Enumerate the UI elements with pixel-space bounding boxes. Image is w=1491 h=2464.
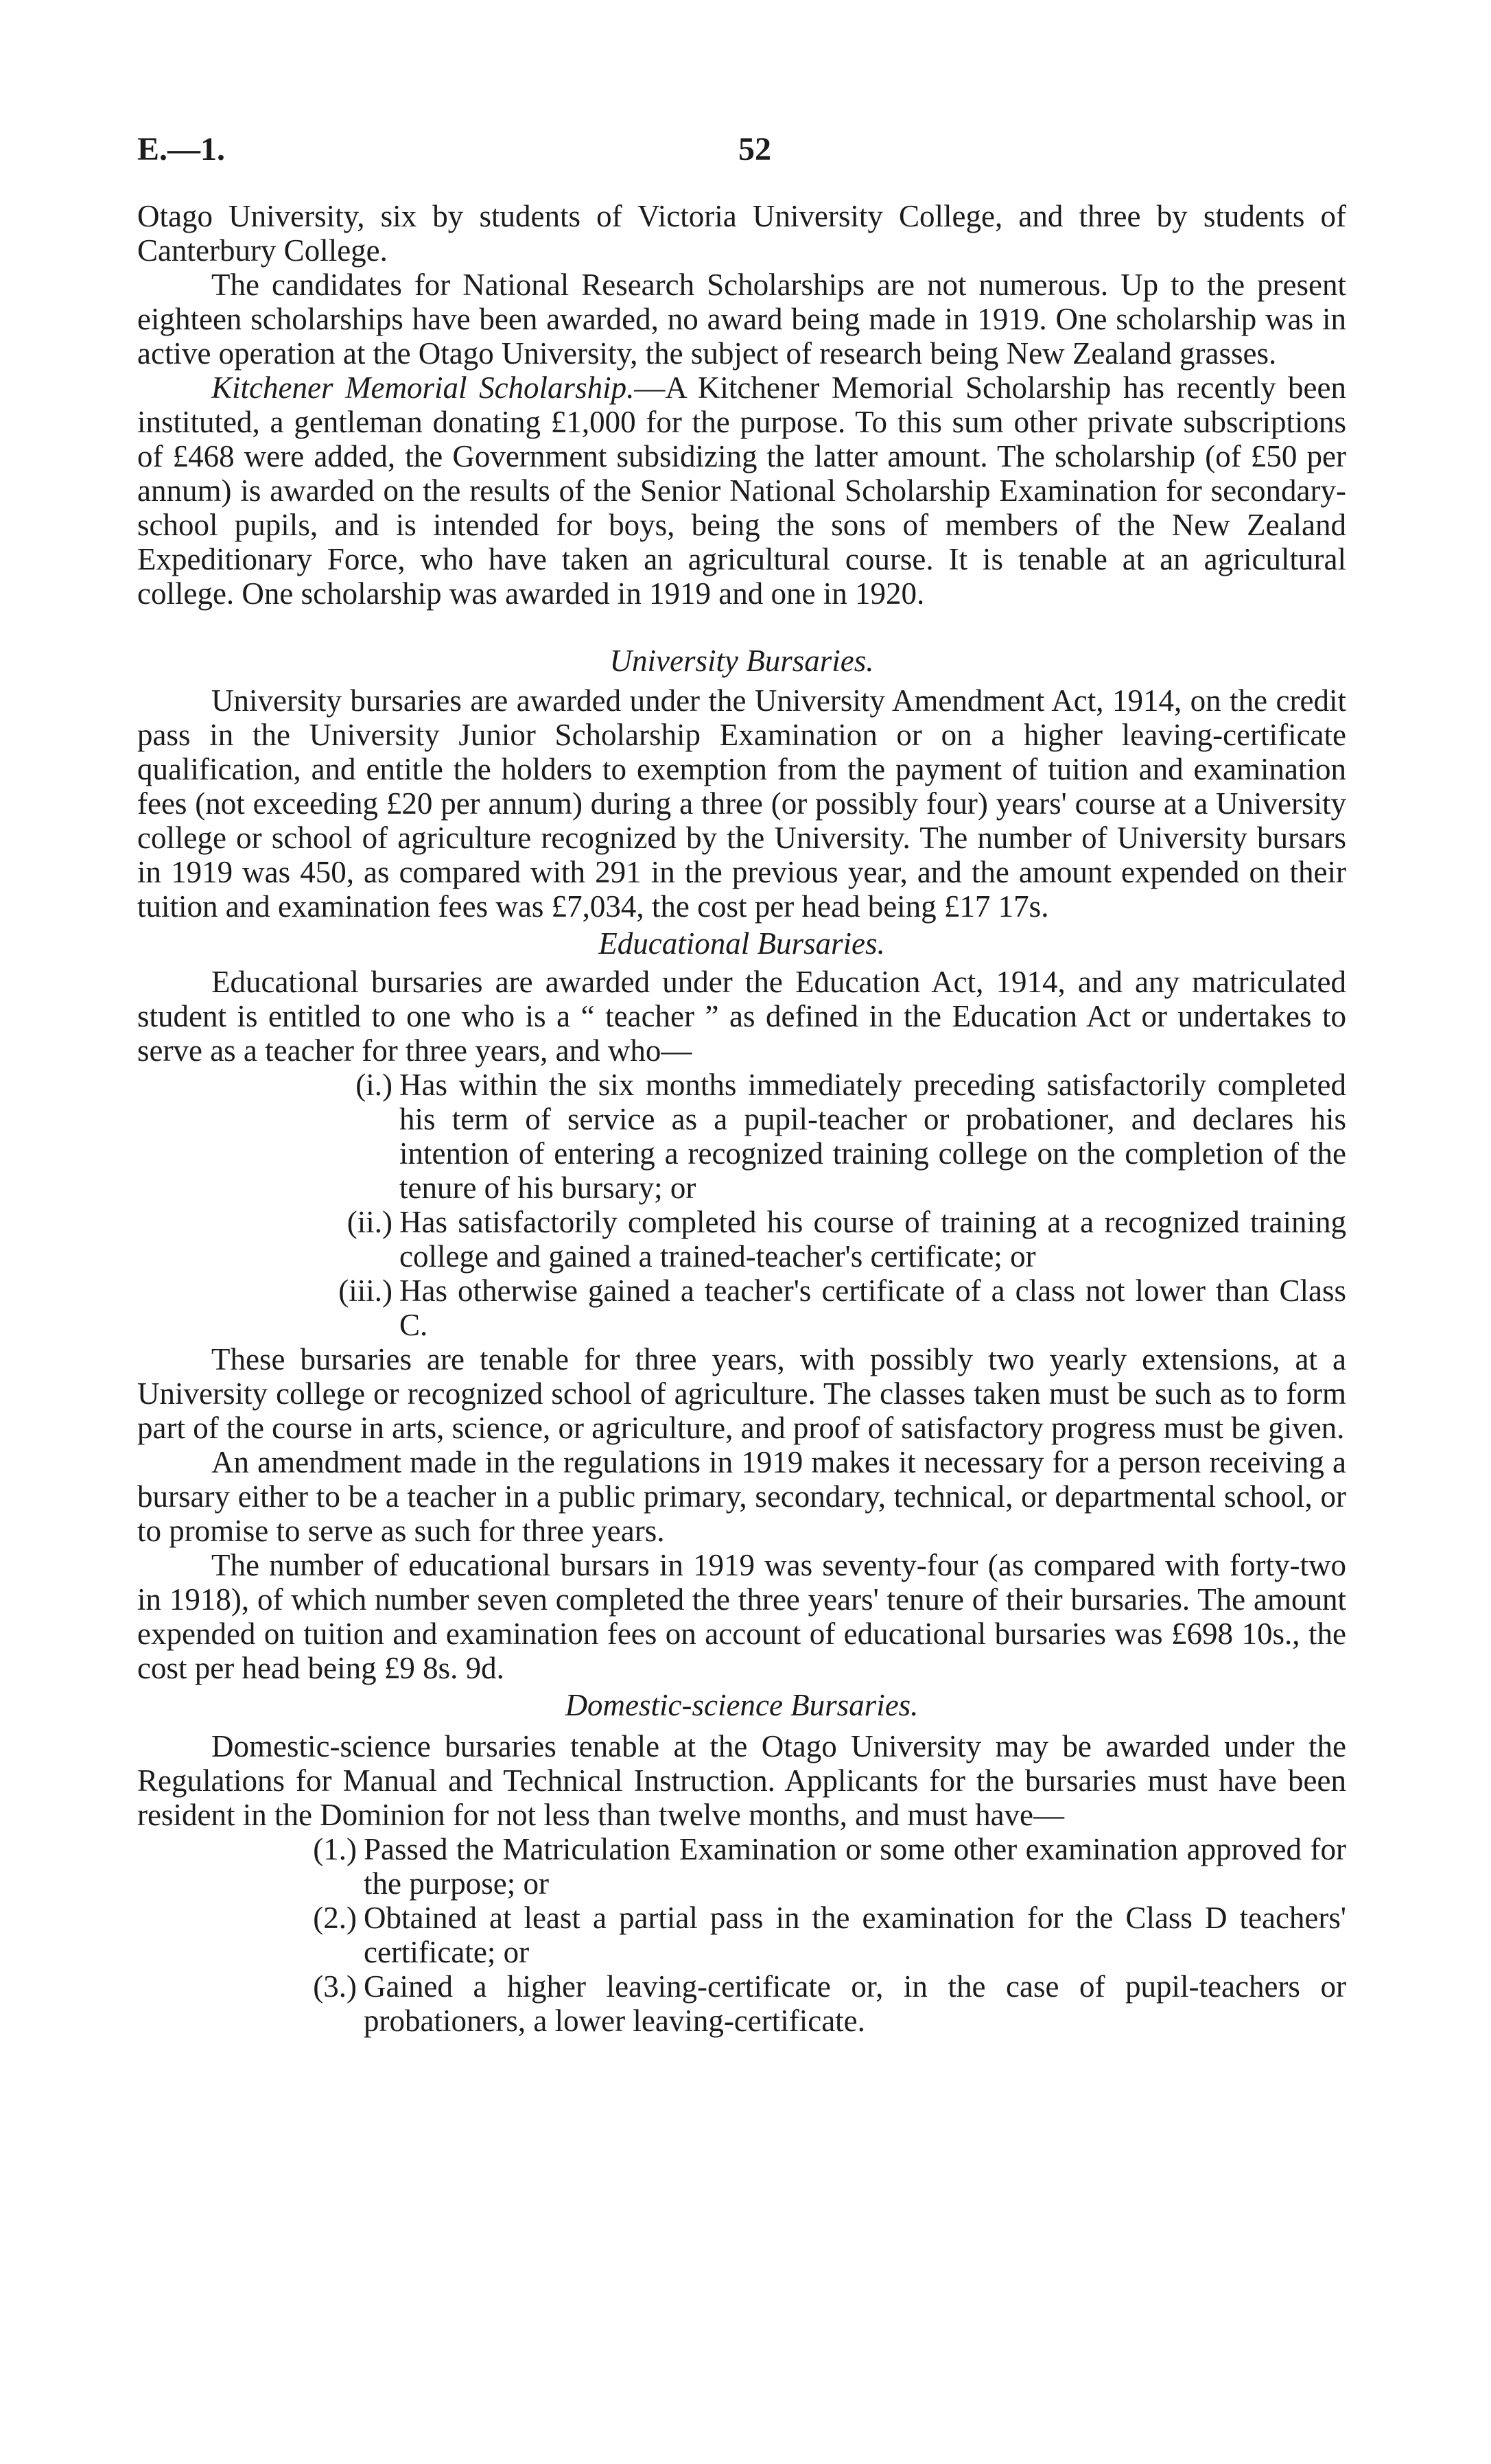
list-item-text: Has otherwise gained a teacher's certificate of a class not lower than Class C. — [399, 1274, 1346, 1342]
list-item — [137, 1274, 1346, 1342]
domestic-science-requirements — [137, 1832, 1346, 2038]
list-item-text: Gained a higher leaving-certificate or, in the case of pupil-teachers or probationers, a lower leaving-certificate. — [364, 1969, 1346, 2038]
heading-educational-bursaries: Educational Bursaries. — [598, 926, 885, 961]
document-reference: E.—1. — [137, 131, 226, 167]
paragraph-educational-bursaries-tenure: These bursaries are tenable for three years, with possibly two yearly extensions, at a University college or recognized school of agriculture. The classes taken must be such as to form part of the course in arts, science, or agriculture, and proof of satisfactory progress must be given. — [137, 1342, 1346, 1445]
paragraph-research-scholarships: The candidates for National Research Scholarships are not numerous. Up to the present eighteen scholarships have been awarded, no award being made in 1919. One scholarship was in active operation at the Otago University, the subject of research being New Zealand grasses. — [137, 268, 1346, 371]
list-item-number: (2.) — [313, 1901, 357, 1935]
list-item-number: (3.) — [313, 1969, 357, 2004]
paragraph-educational-bursaries-amendment: An amendment made in the regulations in 1919 makes it necessary for a person receiving a bursary either to be a teacher in a public primary, secondary, technical, or departmental school, or to promise to serve as such for three years. — [137, 1445, 1346, 1548]
list-item-number: (ii.) — [347, 1205, 392, 1239]
heading-domestic-science-bursaries: Domestic-science Bursaries. — [565, 1688, 919, 1722]
paragraph-domestic-science-intro: Domestic-science bursaries tenable at the Otago University may be awarded under the Regulations for Manual and Technical Instruction. Applicants for the bursaries must have been resident in the Dominion for not less than twelve months, and must have— — [137, 1729, 1346, 1832]
list-item-text: Obtained at least a partial pass in the examination for the Class D teachers' certificate; or — [364, 1901, 1346, 1969]
list-item-number: (iii.) — [338, 1274, 392, 1308]
heading-university-bursaries: University Bursaries. — [609, 644, 874, 678]
paragraph-university-bursaries: University bursaries are awarded under the University Amendment Act, 1914, on the credit pass in the University Junior Scholarship Examination or on a higher leaving-certificate qualification, and entitle the holders to exemption from the payment of tuition and examination fees (not exceeding £20 per annum) during a three (or possibly four) years' course at a University college or school of agriculture recognized by the University. The number of University bursars in 1919 was 450, as compared with 291 in the previous year, and the amount expended on their tuition and examination fees was £7,034, the cost per head being £17 17s. — [137, 683, 1346, 924]
page-body — [137, 199, 1346, 2038]
list-item — [137, 1068, 1346, 1205]
list-item-text: Has satisfactorily completed his course of training at a recognized training college and gained a trained-teacher's certificate; or — [399, 1205, 1346, 1274]
list-item — [137, 1205, 1346, 1274]
page-number: 52 — [738, 131, 771, 167]
educational-bursaries-conditions — [137, 1068, 1346, 1342]
list-item — [137, 1832, 1346, 1901]
paragraph-educational-bursaries-intro: Educational bursaries are awarded under the Education Act, 1914, and any matriculated student is entitled to one who is a “ teacher ” as defined in the Education Act or undertakes to serve as a teacher for three years, and who— — [137, 965, 1346, 1068]
list-item-number: (1.) — [313, 1832, 357, 1866]
list-item-number: (i.) — [355, 1068, 392, 1102]
paragraph-kitchener-scholarship — [137, 371, 1346, 611]
list-item-text: Has within the six months immediately preceding satisfactorily completed his term of service as a pupil-teacher or probationer, and declares his intention of entering a recognized training college on the completion of the tenure of his bursary; or — [399, 1068, 1346, 1205]
paragraph-continuation: Otago University, six by students of Victoria University College, and three by students of Canterbury College. — [137, 199, 1346, 268]
kitchener-scholarship-lead: Kitchener Memorial Scholarship. — [211, 371, 635, 405]
list-item — [137, 1901, 1346, 1969]
paragraph-educational-bursaries-numbers: The number of educational bursars in 1919 was seventy-four (as compared with forty-two in 1918), of which number seven completed the three years' tenure of their bursaries. The amount expended on tuition and examination fees on account of educational bursaries was £698 10s., the cost per head being £9 8s. 9d. — [137, 1548, 1346, 1685]
kitchener-scholarship-text: —A Kitchener Memorial Scholarship has recently been instituted, a gentleman donating £1,000 for the purpose. To this sum other private subscriptions of £468 were added, the Government subsidizing the latter amount. The scholarship (of £50 per annum) is awarded on the results of the Senior National Scholarship Examination for secondary-school pupils, and is intended for boys, being the sons of members of the New Zealand Expeditionary Force, who have taken an agricultural course. It is tenable at an agricultural college. One scholarship was awarded in 1919 and one in 1920. — [137, 371, 1346, 611]
list-item-text: Passed the Matriculation Examination or some other examination approved for the purpose; or — [364, 1832, 1346, 1901]
list-item — [137, 1969, 1346, 2038]
